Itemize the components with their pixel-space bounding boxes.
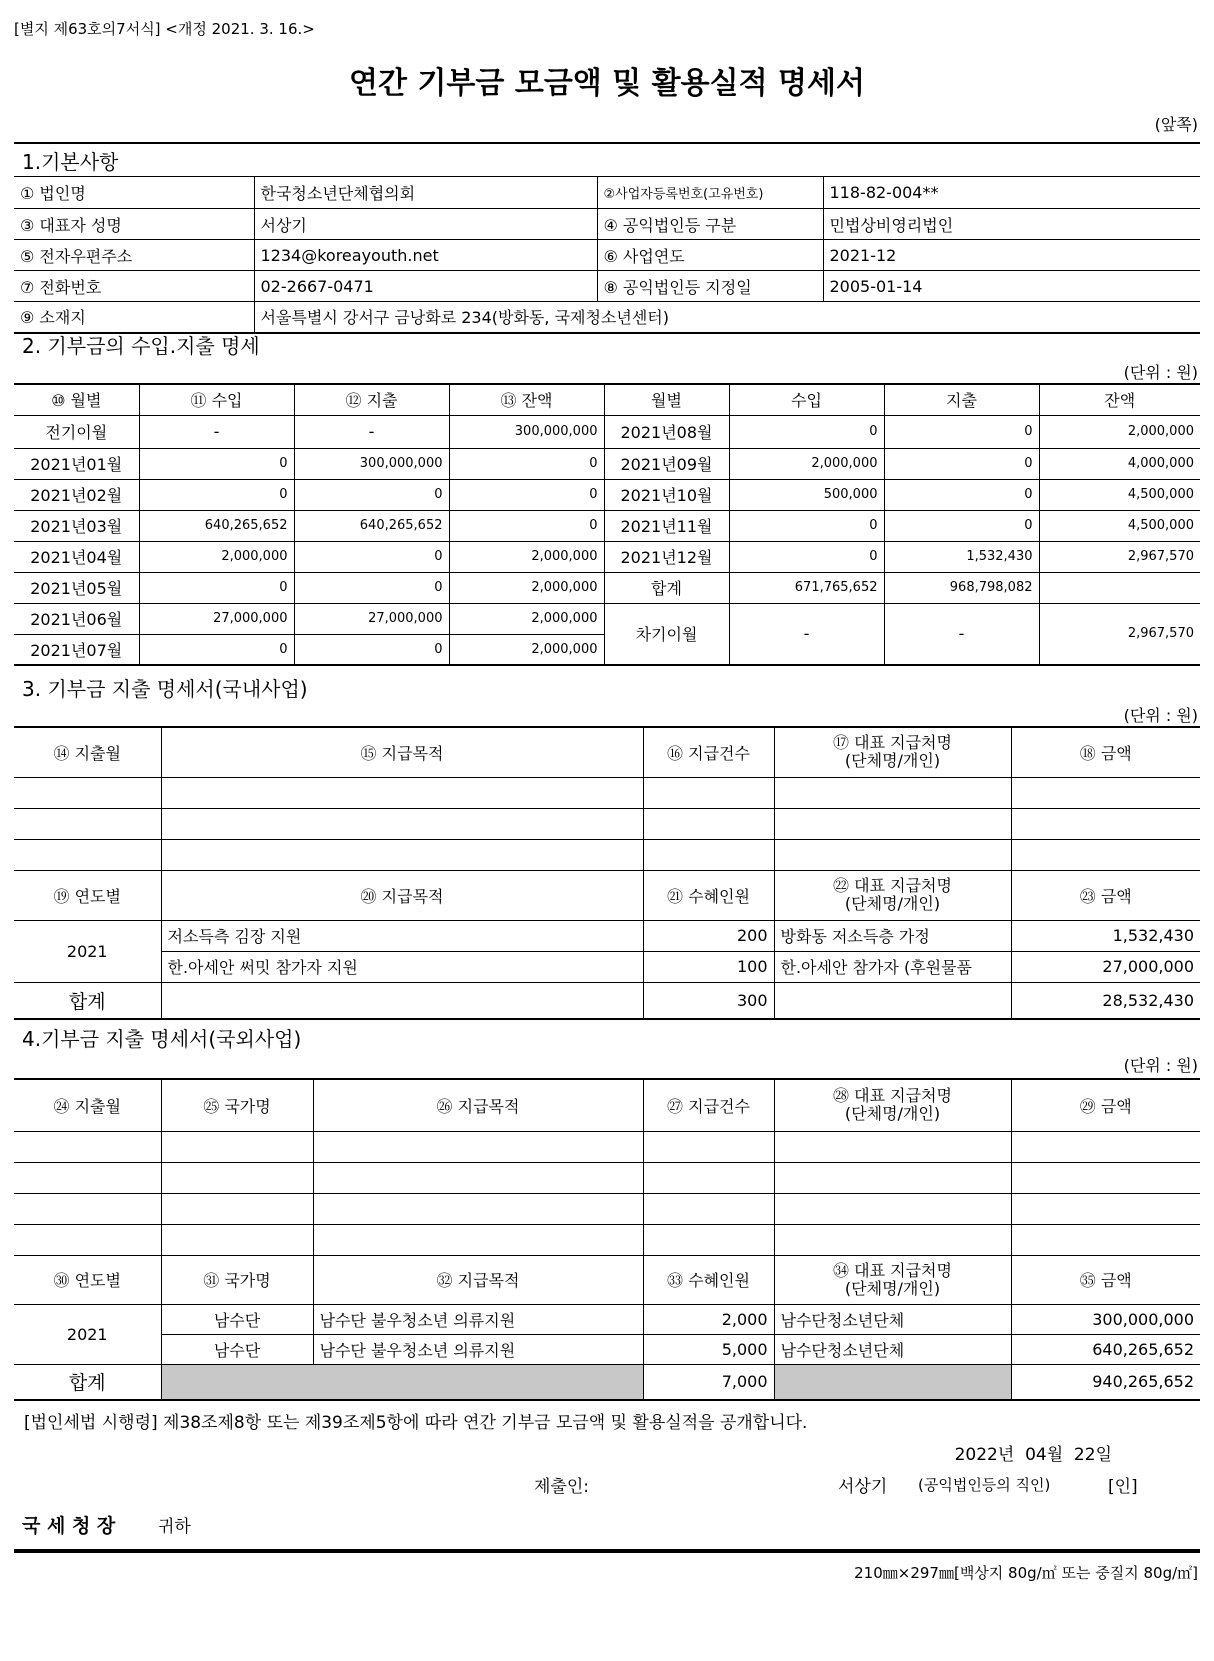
section1-top-rule bbox=[14, 142, 1200, 144]
col-month: ⑩ 월별 bbox=[14, 384, 139, 415]
info-row bbox=[14, 240, 1200, 271]
front-side-label: (앞쪽) bbox=[1154, 115, 1198, 134]
income-cell: 0 bbox=[729, 510, 884, 541]
month-cell: 2021년03월 bbox=[14, 510, 139, 541]
seal-mark: [인] bbox=[1108, 1477, 1138, 1497]
designation-date-value: 2005-01-14 bbox=[823, 271, 1200, 302]
col-expense: ⑫ 지출 bbox=[294, 384, 449, 415]
expense-cell: 300,000,000 bbox=[294, 448, 449, 479]
income-cell: 0 bbox=[729, 541, 884, 572]
month-cell: 전기이월 bbox=[14, 415, 139, 448]
expense-cell: 0 bbox=[884, 479, 1039, 510]
table-header-row bbox=[14, 1079, 1200, 1131]
country-cell: 남수단 bbox=[161, 1334, 313, 1364]
income-cell: 0 bbox=[139, 572, 294, 603]
carry-over-balance: 2,967,570 bbox=[1039, 603, 1200, 665]
year-cell: 2021 bbox=[14, 920, 161, 982]
expense-cell: 0 bbox=[294, 572, 449, 603]
section3-unit: (단위 : 원) bbox=[1123, 706, 1198, 725]
income-cell: 640,265,652 bbox=[139, 510, 294, 541]
amount-cell: 27,000,000 bbox=[1011, 951, 1200, 982]
balance-cell: 300,000,000 bbox=[449, 415, 604, 448]
balance-cell: 4,000,000 bbox=[1039, 448, 1200, 479]
table-row bbox=[14, 572, 1200, 603]
month-cell: 2021년08월 bbox=[604, 415, 729, 448]
month-cell: 2021년12월 bbox=[604, 541, 729, 572]
amount-cell: 300,000,000 bbox=[1011, 1304, 1200, 1334]
overseas-expense-table bbox=[14, 1078, 1200, 1401]
month-cell: 2021년11월 bbox=[604, 510, 729, 541]
expense-cell: 640,265,652 bbox=[294, 510, 449, 541]
section2-title: 2. 기부금의 수입.지출 명세 bbox=[22, 334, 260, 358]
balance-cell: 2,000,000 bbox=[449, 634, 604, 665]
table-header-row bbox=[14, 1255, 1200, 1304]
income-cell: 0 bbox=[139, 634, 294, 665]
corp-type-value: 민법상비영리법인 bbox=[823, 209, 1200, 240]
info-row bbox=[14, 209, 1200, 240]
col-amount: ㉟ 금액 bbox=[1011, 1255, 1200, 1304]
col-amount: ⑱ 금액 bbox=[1011, 727, 1200, 777]
balance-cell: 0 bbox=[449, 448, 604, 479]
col-beneficiaries: ㉝ 수혜인원 bbox=[643, 1255, 774, 1304]
balance-cell: 2,000,000 bbox=[449, 572, 604, 603]
table-row bbox=[14, 603, 1200, 634]
total-label: 합계 bbox=[604, 572, 729, 603]
col-year: ㉚ 연도별 bbox=[14, 1255, 161, 1304]
corp-type-label: ④ 공익법인등 구분 bbox=[597, 209, 823, 240]
expense-cell: 0 bbox=[884, 510, 1039, 541]
col-recipient bbox=[774, 1079, 1011, 1131]
income-cell: 500,000 bbox=[729, 479, 884, 510]
table-row bbox=[14, 479, 1200, 510]
total-label: 합계 bbox=[14, 982, 161, 1019]
income-cell: 0 bbox=[729, 415, 884, 448]
table-row bbox=[14, 448, 1200, 479]
total-row bbox=[14, 982, 1200, 1019]
total-income: 671,765,652 bbox=[729, 572, 884, 603]
total-amount: 28,532,430 bbox=[1011, 982, 1200, 1019]
col-year: ⑲ 연도별 bbox=[14, 870, 161, 920]
income-expense-table bbox=[14, 383, 1200, 666]
page-title: 연간 기부금 모금액 및 활용실적 명세서 bbox=[349, 66, 865, 101]
table-row bbox=[14, 1131, 1200, 1162]
beneficiaries-cell: 5,000 bbox=[643, 1334, 774, 1364]
recipient-header-line2: (단체명/개인) bbox=[844, 751, 941, 771]
submitter-role: (공익법인등의 직인) bbox=[918, 1476, 1051, 1494]
beneficiaries-cell: 2,000 bbox=[643, 1304, 774, 1334]
col-expense-month: ⑭ 지출월 bbox=[14, 727, 161, 777]
balance-cell: 2,000,000 bbox=[449, 541, 604, 572]
recipient-header-line1: ⑰ 대표 지급처명 bbox=[833, 733, 952, 753]
col-purpose: ⑮ 지급목적 bbox=[161, 727, 643, 777]
disclosure-statement: [법인세법 시행령] 제38조제8항 또는 제39조제5항에 따라 연간 기부금 모금액 및 활용실적을 공개합니다. bbox=[24, 1413, 808, 1433]
section3-title: 3. 기부금 지출 명세서(국내사업) bbox=[22, 677, 308, 701]
month-cell: 2021년10월 bbox=[604, 479, 729, 510]
address-label: ⑨ 소재지 bbox=[14, 302, 254, 333]
biz-number-value: 118-82-004** bbox=[823, 177, 1200, 209]
table-header-row bbox=[14, 384, 1200, 415]
ceo-name-label: ③ 대표자 성명 bbox=[14, 209, 254, 240]
section4-unit: (단위 : 원) bbox=[1123, 1056, 1198, 1075]
phone-label: ⑦ 전화번호 bbox=[14, 271, 254, 302]
form-number: [별지 제63호의7서식] <개정 2021. 3. 16.> bbox=[14, 20, 315, 38]
info-row bbox=[14, 271, 1200, 302]
ceo-name-value: 서상기 bbox=[254, 209, 597, 240]
table-row bbox=[14, 541, 1200, 572]
country-cell: 남수단 bbox=[161, 1304, 313, 1334]
col-expense-month: ㉔ 지출월 bbox=[14, 1079, 161, 1131]
balance-cell: 0 bbox=[449, 510, 604, 541]
total-expense: 968,798,082 bbox=[884, 572, 1039, 603]
fiscal-year-label: ⑥ 사업연도 bbox=[597, 240, 823, 271]
section2-unit: (단위 : 원) bbox=[1123, 363, 1198, 382]
month-cell: 2021년06월 bbox=[14, 603, 139, 634]
col-amount: ㉓ 금액 bbox=[1011, 870, 1200, 920]
beneficiaries-cell: 200 bbox=[643, 920, 774, 951]
shaded-cell bbox=[161, 1364, 643, 1400]
col-country: ㉕ 국가명 bbox=[161, 1079, 313, 1131]
table-row bbox=[14, 1224, 1200, 1255]
recipient-header-line1: ㉘ 대표 지급처명 bbox=[833, 1086, 952, 1106]
col-month-2: 월별 bbox=[604, 384, 729, 415]
income-cell: 0 bbox=[139, 479, 294, 510]
carry-over-expense: - bbox=[884, 603, 1039, 665]
month-cell: 2021년05월 bbox=[14, 572, 139, 603]
total-amount: 940,265,652 bbox=[1011, 1364, 1200, 1400]
expense-cell: 0 bbox=[884, 415, 1039, 448]
section1-title: 1.기본사항 bbox=[22, 150, 119, 174]
col-recipient bbox=[774, 727, 1011, 777]
income-cell: 27,000,000 bbox=[139, 603, 294, 634]
col-purpose: ㉜ 지급목적 bbox=[313, 1255, 643, 1304]
recipient-cell: 한.아세안 참가자 (후원물품 bbox=[774, 951, 1011, 982]
paper-spec: 210㎜×297㎜[백상지 80g/㎡ 또는 중질지 80g/㎡] bbox=[854, 1564, 1198, 1582]
designation-date-label: ⑧ 공익법인등 지정일 bbox=[597, 271, 823, 302]
fiscal-year-value: 2021-12 bbox=[823, 240, 1200, 271]
col-amount: ㉙ 금액 bbox=[1011, 1079, 1200, 1131]
table-header-row bbox=[14, 870, 1200, 920]
income-cell: 2,000,000 bbox=[729, 448, 884, 479]
purpose-cell: 한.아세안 써밋 참가자 지원 bbox=[161, 951, 643, 982]
col-income: ⑪ 수입 bbox=[139, 384, 294, 415]
recipient-header-line2: (단체명/개인) bbox=[844, 1104, 941, 1124]
total-balance bbox=[1039, 572, 1200, 603]
col-balance: ⑬ 잔액 bbox=[449, 384, 604, 415]
balance-cell: 2,967,570 bbox=[1039, 541, 1200, 572]
table-row bbox=[14, 1334, 1200, 1364]
email-value: 1234@koreayouth.net bbox=[254, 240, 597, 271]
table-row bbox=[14, 415, 1200, 448]
recipient-header-line1: ㉒ 대표 지급처명 bbox=[833, 876, 952, 895]
month-cell: 2021년07월 bbox=[14, 634, 139, 665]
purpose-cell: 저소득측 김장 지원 bbox=[161, 920, 643, 951]
corp-name-value: 한국청소년단체협의회 bbox=[254, 177, 597, 209]
balance-cell: 4,500,000 bbox=[1039, 510, 1200, 541]
income-cell: 0 bbox=[139, 448, 294, 479]
month-cell: 2021년02월 bbox=[14, 479, 139, 510]
recipient-title: 국 세 청 장 bbox=[22, 1515, 116, 1537]
table-header-row bbox=[14, 727, 1200, 777]
table-row bbox=[14, 808, 1200, 839]
col-payment-count: ㉗ 지급건수 bbox=[643, 1079, 774, 1131]
amount-cell: 1,532,430 bbox=[1011, 920, 1200, 951]
table-row bbox=[14, 510, 1200, 541]
email-label: ⑤ 전자우편주소 bbox=[14, 240, 254, 271]
total-row bbox=[14, 1364, 1200, 1400]
submitter-label: 제출인: bbox=[534, 1477, 589, 1497]
expense-cell: 1,532,430 bbox=[884, 541, 1039, 572]
col-beneficiaries: ㉑ 수혜인원 bbox=[643, 870, 774, 920]
info-row bbox=[14, 177, 1200, 209]
phone-value: 02-2667-0471 bbox=[254, 271, 597, 302]
month-cell: 2021년09월 bbox=[604, 448, 729, 479]
col-payment-count: ⑯ 지급건수 bbox=[643, 727, 774, 777]
year-cell: 2021 bbox=[14, 1304, 161, 1364]
recipient-header-line2: (단체명/개인) bbox=[844, 894, 941, 913]
beneficiaries-cell: 100 bbox=[643, 951, 774, 982]
section4-title: 4.기부금 지출 명세서(국외사업) bbox=[22, 1027, 302, 1051]
recipient-header-line2: (단체명/개인) bbox=[844, 1278, 941, 1298]
info-row bbox=[14, 302, 1200, 333]
total-label: 합계 bbox=[14, 1364, 161, 1400]
carry-over-income: - bbox=[729, 603, 884, 665]
submission-date: 2022년 04월 22일 bbox=[954, 1445, 1112, 1465]
income-cell: 2,000,000 bbox=[139, 541, 294, 572]
table-row bbox=[14, 777, 1200, 808]
month-cell: 2021년04월 bbox=[14, 541, 139, 572]
biz-number-label: ②사업자등록번호(고유번호) bbox=[597, 177, 823, 209]
col-recipient bbox=[774, 870, 1011, 920]
balance-cell: 2,000,000 bbox=[449, 603, 604, 634]
expense-cell: 0 bbox=[884, 448, 1039, 479]
month-cell: 2021년01월 bbox=[14, 448, 139, 479]
table-row bbox=[14, 951, 1200, 982]
balance-cell: 2,000,000 bbox=[1039, 415, 1200, 448]
col-purpose: ⑳ 지급목적 bbox=[161, 870, 643, 920]
col-income-2: 수입 bbox=[729, 384, 884, 415]
basic-info-table bbox=[14, 176, 1200, 334]
purpose-cell: 남수단 불우청소년 의류지원 bbox=[313, 1334, 643, 1364]
honorific: 귀하 bbox=[158, 1517, 191, 1537]
balance-cell: 0 bbox=[449, 479, 604, 510]
amount-cell: 640,265,652 bbox=[1011, 1334, 1200, 1364]
expense-cell: 0 bbox=[294, 541, 449, 572]
table-row bbox=[14, 1193, 1200, 1224]
domestic-expense-table bbox=[14, 726, 1200, 1020]
recipient-cell: 남수단청소년단체 bbox=[774, 1304, 1011, 1334]
col-expense-2: 지출 bbox=[884, 384, 1039, 415]
submitter-name: 서상기 bbox=[838, 1477, 888, 1497]
col-balance-2: 잔액 bbox=[1039, 384, 1200, 415]
address-value: 서울특별시 강서구 금낭화로 234(방화동, 국제청소년센터) bbox=[254, 302, 1200, 333]
expense-cell: - bbox=[294, 415, 449, 448]
shaded-cell bbox=[774, 1364, 1011, 1400]
recipient-header-line1: ㉞ 대표 지급처명 bbox=[833, 1260, 952, 1280]
expense-cell: 0 bbox=[294, 479, 449, 510]
col-country: ㉛ 국가명 bbox=[161, 1255, 313, 1304]
purpose-cell: 남수단 불우청소년 의류지원 bbox=[313, 1304, 643, 1334]
recipient-cell: 남수단청소년단체 bbox=[774, 1334, 1011, 1364]
table-row bbox=[14, 1162, 1200, 1193]
table-row bbox=[14, 920, 1200, 951]
total-beneficiaries: 300 bbox=[643, 982, 774, 1019]
table-row bbox=[14, 1304, 1200, 1334]
total-beneficiaries: 7,000 bbox=[643, 1364, 774, 1400]
income-cell: - bbox=[139, 415, 294, 448]
col-purpose: ㉖ 지급목적 bbox=[313, 1079, 643, 1131]
balance-cell: 4,500,000 bbox=[1039, 479, 1200, 510]
expense-cell: 27,000,000 bbox=[294, 603, 449, 634]
bottom-rule bbox=[14, 1549, 1200, 1553]
expense-cell: 0 bbox=[294, 634, 449, 665]
carry-over-label: 차기이월 bbox=[604, 603, 729, 665]
col-recipient bbox=[774, 1255, 1011, 1304]
recipient-cell: 방화동 저소득층 가정 bbox=[774, 920, 1011, 951]
table-row bbox=[14, 839, 1200, 870]
corp-name-label: ① 법인명 bbox=[14, 177, 254, 209]
